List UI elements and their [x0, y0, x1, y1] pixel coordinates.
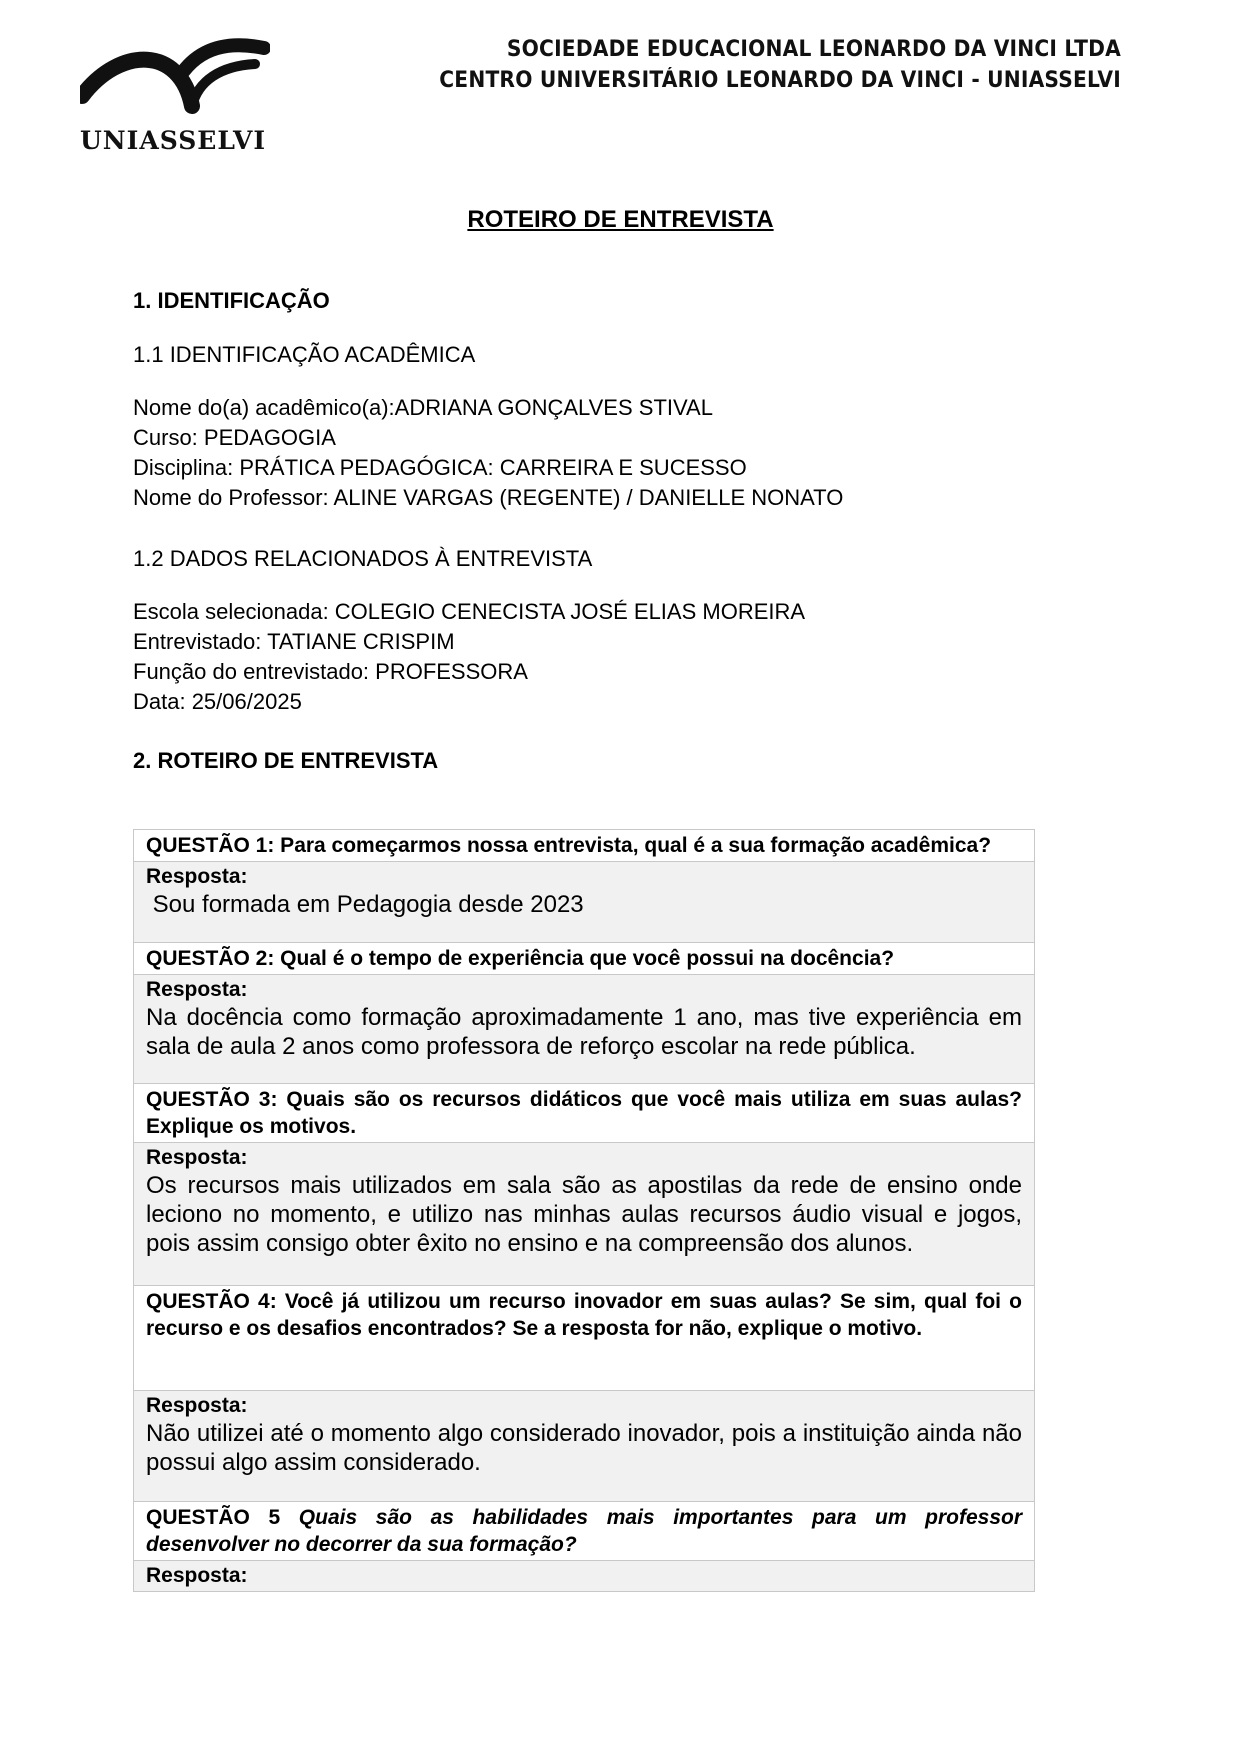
subsection-1-1: 1.1 IDENTIFICAÇÃO ACADÊMICA [133, 342, 476, 367]
answer-4: Não utilizei até o momento algo considerado inovador, pois a instituição ainda não possui algo assim considerado. [146, 1420, 1022, 1476]
question-5 [134, 1502, 1035, 1561]
question-row [134, 1286, 1035, 1391]
document-title: ROTEIRO DE ENTREVISTA [467, 206, 774, 233]
answer-2-cell [134, 975, 1035, 1084]
interview-date: Data: 25/06/2025 [133, 689, 302, 714]
answer-label: Resposta: [146, 978, 248, 1001]
answer-row [134, 862, 1035, 943]
question-row [134, 1084, 1035, 1143]
question-2: QUESTÃO 2: Qual é o tempo de experiência que você possui na docência? [134, 943, 1035, 975]
answer-1-cell [134, 862, 1035, 943]
question-row [134, 943, 1035, 975]
question-5-prefix: QUESTÃO 5 [146, 1506, 299, 1529]
academic-identification-block [133, 393, 1033, 513]
logo-wave-icon [80, 36, 270, 121]
interview-data-block [133, 597, 1033, 717]
answer-1: Sou formada em Pedagogia desde 2023 [146, 891, 584, 918]
logo-text: UNIASSELVI [80, 126, 267, 155]
professor: Nome do Professor: ALINE VARGAS (REGENTE) / DANIELLE NONATO [133, 485, 844, 510]
answer-row [134, 1391, 1035, 1502]
question-4: QUESTÃO 4: Você já utilizou um recurso inovador em suas aulas? Se sim, qual foi o recurso e os desafios encontrados? Se a resposta for não, explique o motivo. [134, 1286, 1035, 1391]
organization-header [380, 34, 1121, 96]
interviewee: Entrevistado: TATIANE CRISPIM [133, 629, 455, 654]
answer-3: Os recursos mais utilizados em sala são as apostilas da rede de ensino onde leciono no momento, e utilizo nas minhas aulas recursos áudio visual e jogos, pois assim consigo obter êxito no ensino e na compreensão dos alunos. [146, 1172, 1022, 1257]
answer-2: Na docência como formação aproximadamente 1 ano, mas tive experiência em sala de aula 2 anos como professora de reforço escolar na rede pública. [146, 1004, 1022, 1060]
answer-3-cell [134, 1143, 1035, 1286]
section-1-heading: 1. IDENTIFICAÇÃO [133, 288, 330, 313]
answer-label: Resposta: [146, 1146, 248, 1169]
question-5-text: Quais são as habilidades mais importantes para um professor desenvolver no decorrer da sua formação? [146, 1506, 1022, 1556]
answer-label: Resposta: [146, 865, 248, 888]
question-1: QUESTÃO 1: Para começarmos nossa entrevista, qual é a sua formação acadêmica? [134, 830, 1035, 862]
school: Escola selecionada: COLEGIO CENECISTA JOSÉ ELIAS MOREIRA [133, 599, 806, 624]
question-row [134, 1502, 1035, 1561]
interview-table [133, 829, 1035, 1592]
discipline: Disciplina: PRÁTICA PEDAGÓGICA: CARREIRA E SUCESSO [133, 455, 747, 480]
org-line-2: CENTRO UNIVERSITÁRIO LEONARDO DA VINCI - UNIASSELVI [439, 68, 1121, 93]
org-line-1: SOCIEDADE EDUCACIONAL LEONARDO DA VINCI LTDA [506, 37, 1122, 62]
section-2-heading: 2. ROTEIRO DE ENTREVISTA [133, 748, 439, 773]
answer-label: Resposta: [146, 1394, 248, 1417]
academic-name: Nome do(a) acadêmico(a):ADRIANA GONÇALVES STIVAL [133, 395, 713, 420]
answer-row [134, 1143, 1035, 1286]
question-3: QUESTÃO 3: Quais são os recursos didáticos que você mais utiliza em suas aulas? Explique os motivos. [134, 1084, 1035, 1143]
question-row [134, 830, 1035, 862]
course: Curso: PEDAGOGIA [133, 425, 336, 450]
answer-label: Resposta: [146, 1564, 248, 1587]
interviewee-role: Função do entrevistado: PROFESSORA [133, 659, 528, 684]
subsection-1-2: 1.2 DADOS RELACIONADOS À ENTREVISTA [133, 546, 593, 571]
answer-row [134, 975, 1035, 1084]
answer-5-cell [134, 1561, 1035, 1592]
answer-row [134, 1561, 1035, 1592]
uniasselvi-logo [80, 36, 270, 156]
answer-4-cell [134, 1391, 1035, 1502]
section-identification [133, 288, 1033, 314]
